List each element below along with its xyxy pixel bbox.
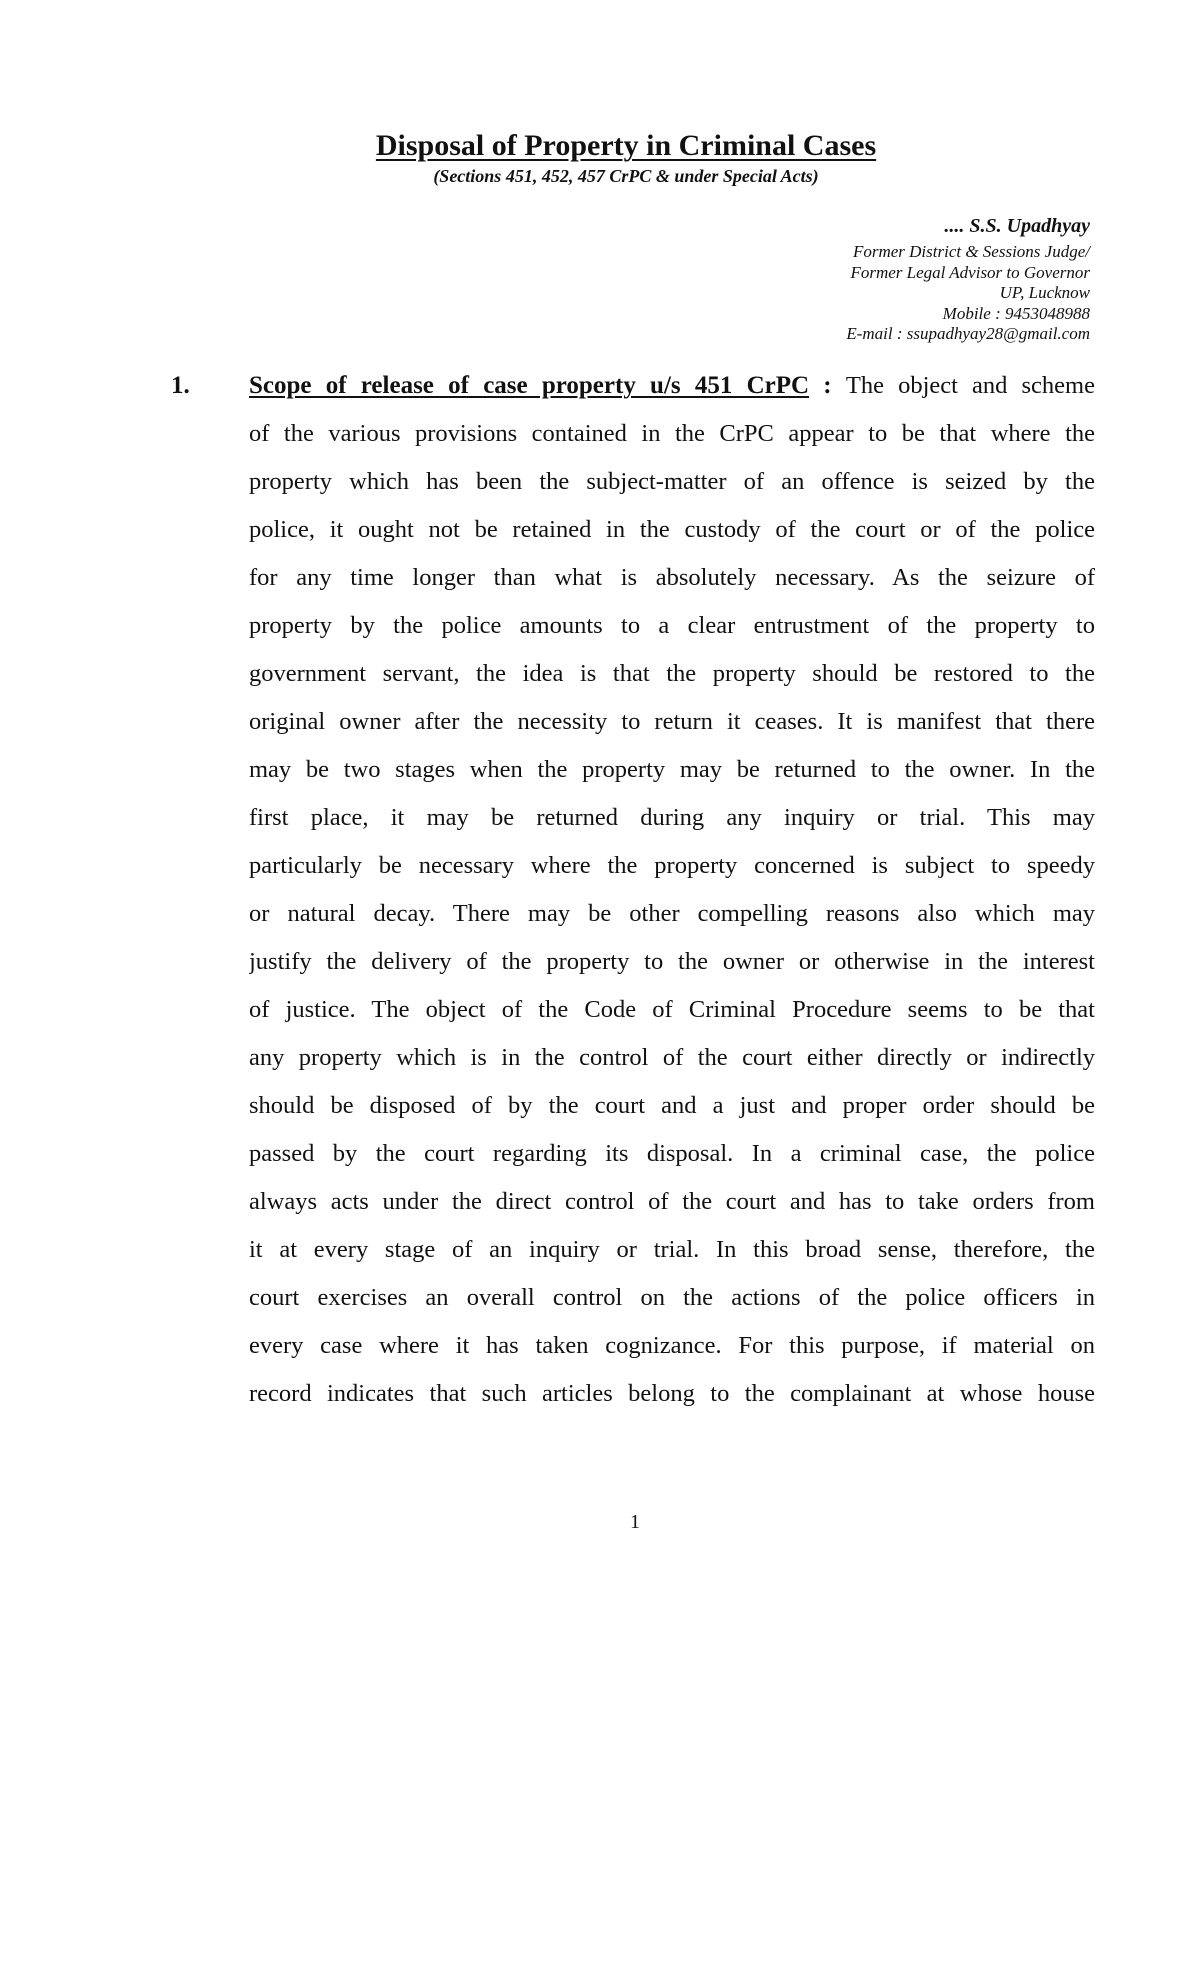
paragraph-line: court exercises an overall control on the actions of the police officers in: [249, 1284, 1095, 1311]
author-designation: Former District & Sessions Judge/: [852, 242, 1090, 261]
paragraph-line: of the various provisions contained in the CrPC appear to be that where the: [249, 420, 1095, 447]
paragraph-line: it at every stage of an inquiry or trial. In this broad sense, therefore, the: [249, 1236, 1095, 1263]
paragraph-line: first place, it may be returned during any inquiry or trial. This may: [249, 804, 1095, 831]
paragraph-line: original owner after the necessity to return it ceases. It is manifest that there: [249, 708, 1095, 735]
paragraph-line: may be two stages when the property may be returned to the owner. In the: [249, 756, 1095, 783]
paragraph-line: always acts under the direct control of the court and has to take orders from: [249, 1188, 1095, 1215]
section-heading-separator: :: [809, 372, 846, 399]
paragraph-line: of justice. The object of the Code of Criminal Procedure seems to be that: [249, 996, 1095, 1023]
section-body: [249, 362, 1095, 1418]
section-first-line-text: The object and scheme: [845, 372, 1095, 399]
paragraph-line: property which has been the subject-matter of an offence is seized by the: [249, 468, 1095, 495]
section-heading-group: [249, 372, 846, 399]
paragraph-line: any property which is in the control of the court either directly or indirectly: [249, 1044, 1095, 1071]
section-number: 1.: [171, 372, 190, 399]
author-name: .... S.S. Upadhyay: [944, 215, 1090, 237]
author-former-role: Former Legal Advisor to Governor: [850, 262, 1090, 282]
paragraph-line: police, it ought not be retained in the custody of the court or of the police: [249, 516, 1095, 543]
paragraph-line: government servant, the idea is that the property should be restored to the: [249, 660, 1095, 687]
page-number: 1: [630, 1511, 640, 1533]
paragraph-line: particularly be necessary where the property concerned is subject to speedy: [249, 852, 1095, 879]
paragraph-line: passed by the court regarding its disposal. In a criminal case, the police: [249, 1140, 1095, 1167]
section-heading: Scope of release of case property u/s 451 CrPC: [249, 372, 810, 399]
paragraph-line: justify the delivery of the property to the owner or otherwise in the interest: [249, 948, 1095, 975]
author-location: UP, Lucknow: [999, 283, 1090, 302]
paragraph-line: for any time longer than what is absolutely necessary. As the seizure of: [249, 564, 1095, 591]
paragraph-line: record indicates that such articles belong to the complainant at whose house: [249, 1380, 1095, 1407]
author-block: [846, 212, 1090, 345]
paragraph-line: should be disposed of by the court and a just and proper order should be: [249, 1092, 1095, 1119]
paragraph-line: property by the police amounts to a clear entrustment of the property to: [249, 612, 1095, 639]
document-title: Disposal of Property in Criminal Cases: [375, 129, 877, 162]
paragraph-line: or natural decay. There may be other compelling reasons also which may: [249, 900, 1095, 927]
author-mobile: Mobile : 9453048988: [942, 303, 1090, 323]
author-email: E-mail : ssupadhyay28@gmail.com: [846, 324, 1090, 343]
section-first-line: [249, 362, 1095, 410]
paragraph-line: every case where it has taken cognizance. For this purpose, if material on: [249, 1332, 1095, 1359]
document-subtitle: (Sections 451, 452, 457 CrPC & under Special Acts): [433, 166, 819, 186]
